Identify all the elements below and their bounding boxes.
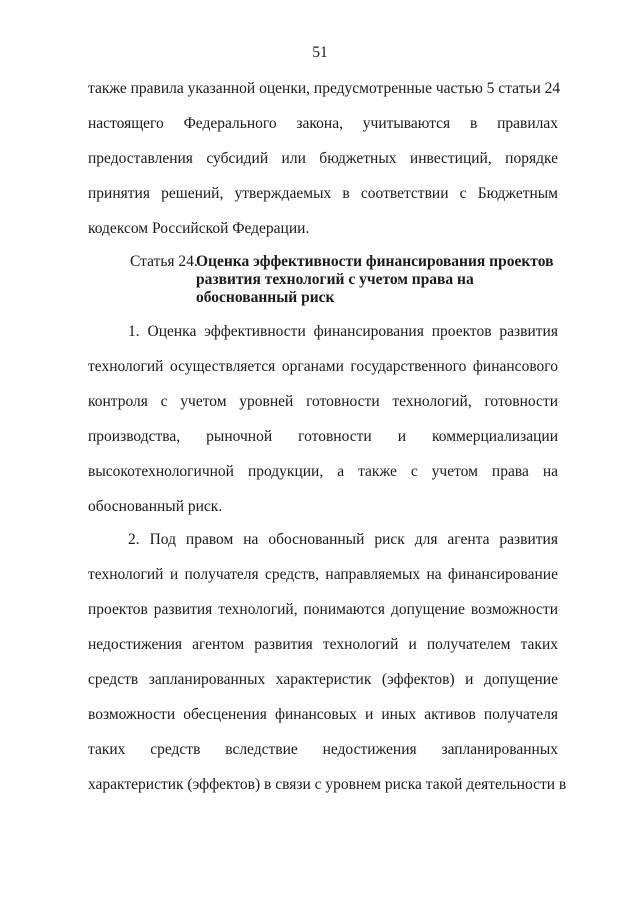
page-number: 51 [312,44,328,61]
text-line: технологий осуществляется органами государственного финансового [88,358,558,375]
text-line: средств запланированных характеристик (эффектов) и допущение [88,671,558,688]
text-line: также правила указанной оценки, предусмотренные частью 5 статьи 24 [88,80,561,97]
text-line: 2. Под правом на обоснованный риск для агента развития [128,531,558,548]
text-line: возможности обесценения финансовых и иных активов получателя [88,706,558,723]
article-title-line: обоснованный риск [196,289,335,306]
text-line: технологий и получателя средств, направляемых на финансирование [88,566,558,583]
text-line: настоящего Федерального закона, учитываются в правилах [88,115,558,132]
paragraph-2 [88,531,567,811]
text-line: принятия решений, утверждаемых в соответствии с Бюджетным [88,185,558,202]
article-title-line: развития технологий с учетом права на [196,271,474,288]
text-line: характеристик (эффектов) в связи с уровнем риска такой деятельности в [88,776,567,793]
text-line: высокотехнологичной продукции, а также с учетом права на [88,463,558,480]
text-line: кодексом Российской Федерации. [88,220,310,237]
text-line: предоставления субсидий или бюджетных инвестиций, порядке [88,150,558,167]
text-line: проектов развития технологий, понимаются допущение возможности [88,601,558,618]
text-line: контроля с учетом уровней готовности технологий, готовности [88,393,558,410]
intro-paragraph [88,80,561,255]
text-line: таких средств вследствие недостижения запланированных [88,741,558,758]
article-title-line: Оценка эффективности финансирования проектов [196,253,554,270]
article-label: Статья 24. [130,253,198,270]
text-line: обоснованный риск. [88,498,223,515]
text-line: 1. Оценка эффективности финансирования проектов развития [128,323,558,340]
text-line: производства, рыночной готовности и коммерциализации [88,428,558,445]
text-line: недостижения агентом развития технологий и получателем таких [88,636,558,653]
paragraph-1 [88,323,558,533]
article-title [196,253,566,307]
